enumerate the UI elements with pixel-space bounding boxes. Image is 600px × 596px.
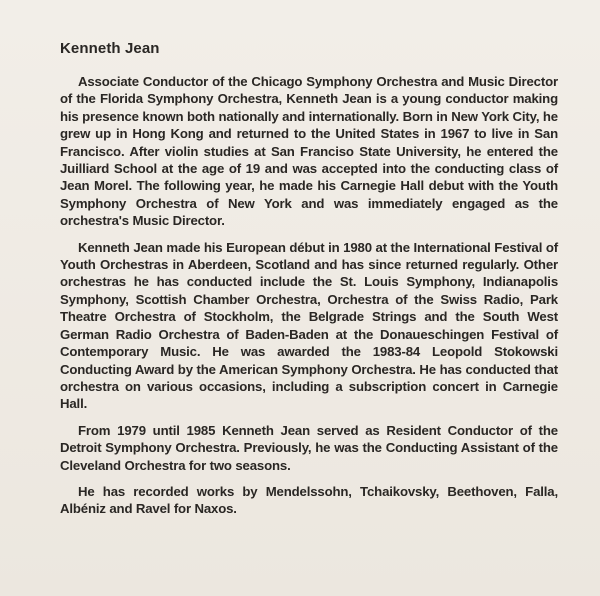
biography-paragraph: From 1979 until 1985 Kenneth Jean served as Resident Conductor of the Detroit Symphony Orchestra. Previously, he was the Conducting Assistant of the Cleveland Orchestra for two seasons. <box>60 422 558 473</box>
page-title: Kenneth Jean <box>60 40 160 57</box>
biography-paragraph: Kenneth Jean made his European début in 1980 at the International Festival of Youth Orchestras in Aberdeen, Scotland and has since returned regularly. Other orchestras he has conducted include the St. Louis Symphony, Indianapolis Symphony, Scottish Chamber Orchestra, Orchestra of the Swiss Radio, Park Theatre Orchestra of Stockholm, the Belgrade Strings and the South West German Radio Orchestra of Baden-Baden at the Donaueschingen Festival of Contemporary Music. He was awarded the 1983-84 Leopold Stokowski Conducting Award by the American Symphony Orchestra. He has conducted that orchestra on various occasions, including a subscription concert in Carnegie Hall. <box>60 239 558 412</box>
biography-paragraph: Associate Conductor of the Chicago Symphony Orchestra and Music Director of the Florida Symphony Orchestra, Kenneth Jean is a young conductor making his presence known both nationally and internationally. Born in New York City, he grew up in Hong Kong and returned to the United States in 1967 to live in San Francisco. After violin studies at San Franciso State University, he entered the Juilliard School at the age of 19 and was accepted into the conducting class of Jean Morel. The following year, he made his Carnegie Hall debut with the Youth Symphony Orchestra of New York and was immediately engaged as the orchestra's Music Director. <box>60 74 558 229</box>
biography-paragraph: He has recorded works by Mendelssohn, Tchaikovsky, Beethoven, Falla, Albéniz and Ravel for Naxos. <box>60 483 558 517</box>
